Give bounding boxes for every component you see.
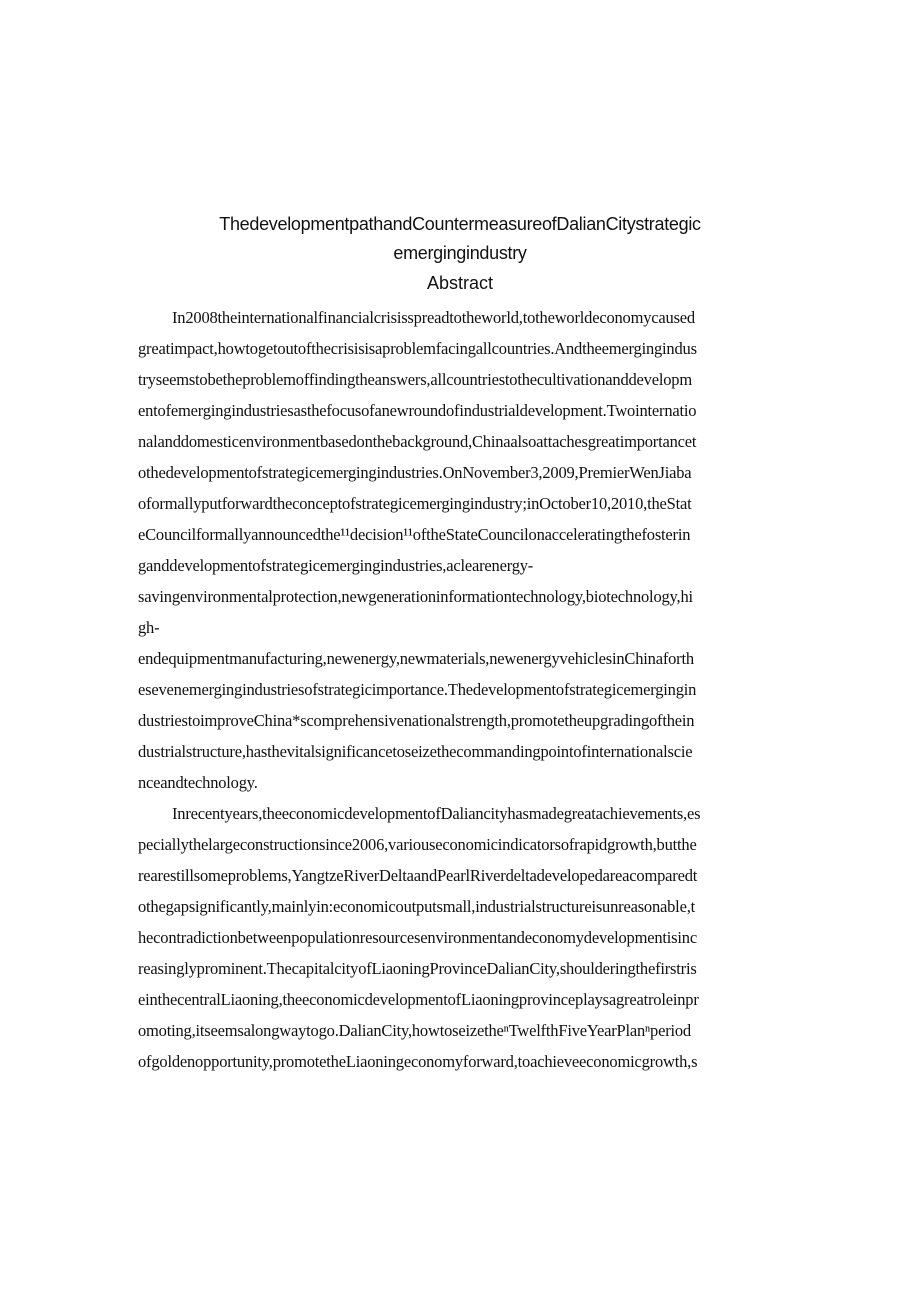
paragraph-line: tryseemstobetheproblemoffindingtheanswers,allcountriestothecultivationanddevelopm bbox=[138, 370, 692, 389]
paragraph-line: hecontradictionbetweenpopulationresourcesenvironmentandeconomydevelopmentisinc bbox=[138, 928, 697, 947]
paragraph-line: reasinglyprominent.ThecapitalcityofLiaoningProvinceDalianCity,shoulderingthefirstris bbox=[138, 959, 697, 978]
paragraph-line: savingenvironmentalprotection,newgenerationinformationtechnology,biotechnology,hi bbox=[138, 587, 693, 606]
paragraph-line: peciallythelargeconstructionsince2006,variouseconomicindicatorsofrapidgrowth,butthe bbox=[138, 835, 697, 854]
paragraph-line: Inrecentyears,theeconomicdevelopmentofDaliancityhasmadegreatachievements,es bbox=[172, 804, 701, 823]
paragraph-line: In2008theinternationalfinancialcrisisspreadtotheworld,totheworldeconomycaused bbox=[172, 308, 695, 327]
paragraph-line: ganddevelopmentofstrategicemergingindustries,aclearenergy- bbox=[138, 556, 534, 575]
paragraph-line: gh- bbox=[138, 618, 160, 637]
paragraph-line: einthecentralLiaoning,theeconomicdevelopmentofLiaoningprovinceplaysagreatroleinpr bbox=[138, 990, 699, 1009]
paragraph-line: dustriestoimproveChina*scomprehensivenationalstrength,promotetheupgradingofthein bbox=[138, 711, 695, 730]
paragraph-line: nalanddomesticenvironmentbasedonthebackground,Chinaalsoattachesgreatimportancet bbox=[138, 432, 697, 451]
paragraph-line: rearestillsomeproblems,YangtzeRiverDeltaandPearlRiverdeltadevelopedareacomparedt bbox=[138, 866, 698, 885]
abstract-paragraph-2 bbox=[138, 798, 786, 1077]
abstract-paragraph-1 bbox=[138, 302, 786, 798]
abstract-heading: Abstract bbox=[426, 273, 494, 293]
document-title-line-2: emergingindustry bbox=[393, 243, 527, 263]
paragraph-line: esevenemergingindustriesofstrategicimportance.Thedevelopmentofstrategicemergingin bbox=[138, 680, 697, 699]
paragraph-line: entofemergingindustriesasthefocusofanewroundofindustrialdevelopment.Twointernatio bbox=[138, 401, 697, 420]
paragraph-line: greatimpact,howtogetoutofthecrisisisaproblemfacingallcountries.Andtheemergingindus bbox=[138, 339, 697, 358]
paragraph-line: othegapsignificantly,mainlyin:economicoutputsmall,industrialstructureisunreasonable,t bbox=[138, 897, 696, 916]
paragraph-line: eCouncilformallyannouncedthe¹¹decision¹¹oftheStateCouncilonacceleratingthefosterin bbox=[138, 525, 691, 544]
paragraph-line: ofgoldenopportunity,promotetheLiaoningeconomyforward,toachieveeconomicgrowth,s bbox=[138, 1052, 698, 1071]
paragraph-line: othedevelopmentofstrategicemergingindustries.OnNovember3,2009,PremierWenJiaba bbox=[138, 463, 692, 482]
paragraph-line: nceandtechnology. bbox=[138, 773, 258, 792]
paragraph-line: dustrialstructure,hasthevitalsignificancetoseizethecommandingpointofinternationalscie bbox=[138, 742, 693, 761]
title-block bbox=[0, 210, 920, 298]
paragraph-line: endequipmentmanufacturing,newenergy,newmaterials,newenergyvehiclesinChinaforth bbox=[138, 649, 694, 668]
document-title-line-1: ThedevelopmentpathandCountermeasureofDalianCitystrategic bbox=[219, 214, 701, 234]
paragraph-line: omoting,itseemsalongwaytogo.DalianCity,howtoseizetheⁿTwelfthFiveYearPlanⁿperiod bbox=[138, 1021, 691, 1040]
abstract-body bbox=[138, 302, 786, 1077]
paragraph-line: oformallyputforwardtheconceptofstrategicemergingindustry;inOctober10,2010,theStat bbox=[138, 494, 692, 513]
